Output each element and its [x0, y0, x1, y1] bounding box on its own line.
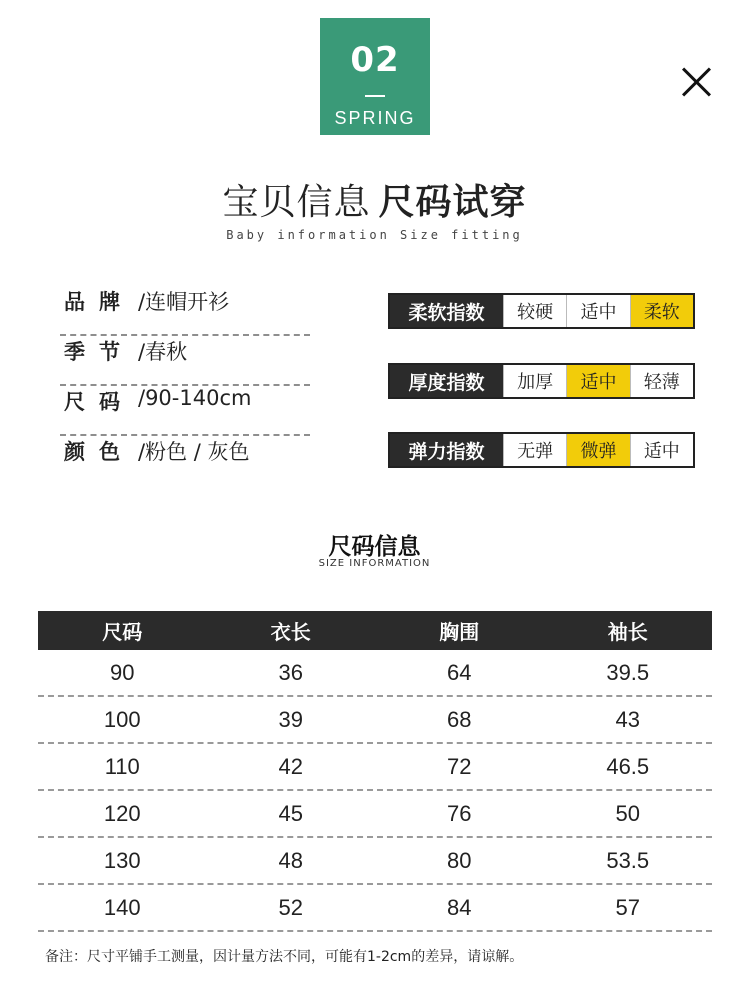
index-option: 适中 — [566, 295, 629, 327]
table-cell: 39 — [278, 706, 303, 732]
table-cell: 53.5 — [606, 847, 650, 873]
header-cell: 袖长 — [607, 620, 648, 644]
index-option: 无弹 — [503, 434, 566, 466]
table-cell: 130 — [103, 847, 141, 873]
table-row — [38, 838, 712, 885]
info-row-size — [60, 386, 310, 436]
table-cell: 110 — [104, 753, 140, 779]
badge-season: SPRING — [334, 108, 416, 128]
table-cell: 80 — [447, 847, 472, 873]
size-section-english: SIZE INFORMATION — [318, 558, 431, 569]
table-cell: 50 — [615, 800, 640, 826]
table-cell: 52 — [278, 894, 303, 920]
page-title — [0, 174, 749, 225]
table-cell: 43 — [615, 706, 640, 732]
info-key: 品牌 — [64, 290, 134, 314]
info-value: /连帽开衫 — [138, 290, 230, 314]
badge-divider — [365, 95, 385, 97]
info-row-season — [60, 336, 310, 386]
table-cell: 42 — [278, 753, 303, 779]
title-english: Baby information Size fitting — [226, 228, 523, 242]
table-row — [38, 650, 712, 697]
table-cell: 72 — [447, 753, 472, 779]
index-label: 厚度指数 — [390, 365, 503, 397]
size-section-title: 尺码信息 — [328, 534, 421, 560]
table-cell: 68 — [447, 706, 472, 732]
index-option: 较硬 — [503, 295, 566, 327]
table-cell: 84 — [447, 894, 472, 920]
table-cell: 48 — [278, 847, 303, 873]
close-icon[interactable] — [680, 65, 714, 99]
header-cell: 衣长 — [270, 620, 311, 644]
table-cell: 140 — [103, 894, 141, 920]
info-value: /粉色 / 灰色 — [138, 440, 250, 464]
table-cell: 64 — [447, 659, 472, 685]
info-key: 颜色 — [64, 440, 134, 464]
table-cell: 90 — [110, 659, 135, 685]
index-option: 适中 — [630, 434, 693, 466]
table-cell: 39.5 — [606, 659, 650, 685]
info-value: /90-140cm — [138, 386, 252, 410]
info-row-brand — [60, 286, 310, 336]
table-cell: 45 — [278, 800, 303, 826]
thickness-index — [388, 363, 695, 399]
index-label: 柔软指数 — [390, 295, 503, 327]
table-row — [38, 791, 712, 838]
badge-number: 02 — [350, 40, 400, 80]
table-row — [38, 744, 712, 791]
info-key: 尺码 — [64, 390, 134, 414]
info-value: /春秋 — [138, 340, 188, 364]
table-cell: 100 — [103, 706, 141, 732]
info-row-color — [60, 436, 310, 486]
size-table-header — [38, 611, 712, 650]
table-cell: 36 — [278, 659, 303, 685]
title-bold: 尺码试穿 — [378, 182, 527, 223]
header-cell: 胸围 — [439, 620, 480, 644]
index-option-selected: 柔软 — [630, 295, 693, 327]
index-option-selected: 适中 — [566, 365, 629, 397]
season-badge — [320, 18, 430, 135]
index-option: 轻薄 — [630, 365, 693, 397]
index-option: 加厚 — [503, 365, 566, 397]
table-row — [38, 885, 712, 932]
table-row — [38, 697, 712, 744]
table-cell: 46.5 — [606, 753, 650, 779]
index-label: 弹力指数 — [390, 434, 503, 466]
table-cell: 120 — [103, 800, 141, 826]
elasticity-index — [388, 432, 695, 468]
table-cell: 76 — [447, 800, 472, 826]
info-key: 季节 — [64, 340, 134, 364]
footnote: 备注：尺寸平铺手工测量，因计量方法不同，可能有1-2cm的差异，请谅解。 — [45, 949, 524, 965]
table-cell: 57 — [615, 894, 640, 920]
title-light: 宝贝信息 — [222, 182, 371, 223]
header-cell: 尺码 — [102, 620, 143, 644]
softness-index — [388, 293, 695, 329]
index-option-selected: 微弹 — [566, 434, 629, 466]
